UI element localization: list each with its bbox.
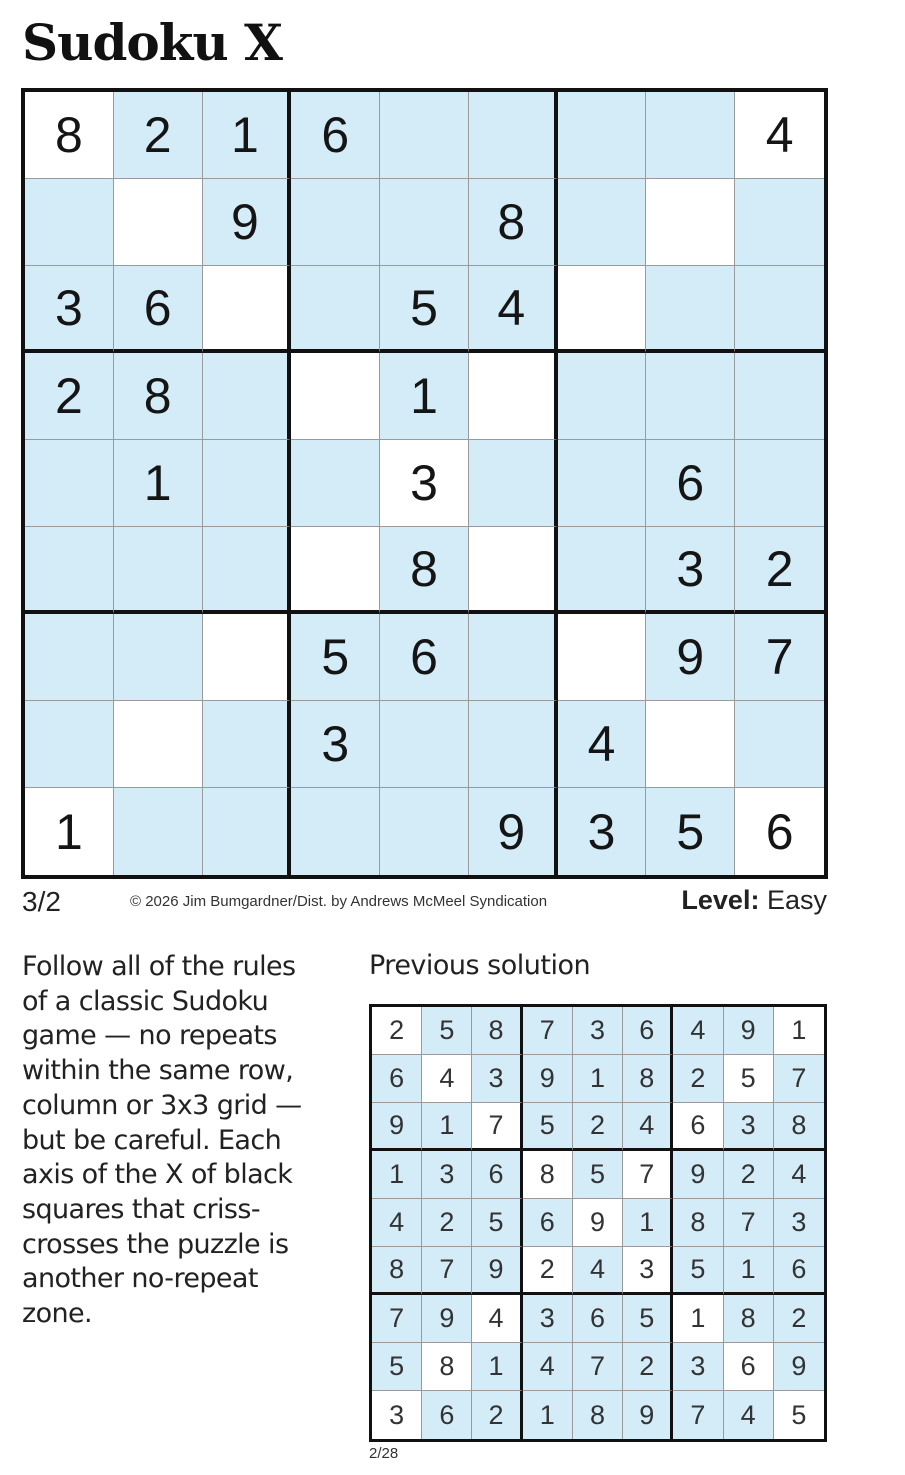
puzzle-cell-r5c3[interactable] (203, 440, 292, 527)
puzzle-cell-r1c7[interactable] (558, 92, 647, 179)
solution-cell-r2c8: 5 (724, 1055, 774, 1103)
solution-cell-r5c6: 1 (623, 1199, 673, 1247)
puzzle-cell-r8c8[interactable] (646, 701, 735, 788)
solution-cell-r2c5: 1 (573, 1055, 623, 1103)
puzzle-cell-r2c2[interactable] (114, 179, 203, 266)
puzzle-cell-r9c7: 3 (558, 788, 647, 875)
puzzle-cell-r7c5: 6 (380, 614, 469, 701)
solution-cell-r7c9: 2 (774, 1295, 824, 1343)
solution-cell-r3c8: 3 (724, 1103, 774, 1151)
previous-solution-grid (369, 1004, 827, 1442)
puzzle-cell-r2c6: 8 (469, 179, 558, 266)
puzzle-cell-r4c8[interactable] (646, 353, 735, 440)
puzzle-cell-r8c6[interactable] (469, 701, 558, 788)
solution-cell-r7c1: 7 (372, 1295, 422, 1343)
puzzle-cell-r9c3[interactable] (203, 788, 292, 875)
solution-cell-r2c1: 6 (372, 1055, 422, 1103)
puzzle-cell-r2c3: 9 (203, 179, 292, 266)
puzzle-cell-r9c4[interactable] (291, 788, 380, 875)
solution-cell-r9c4: 1 (523, 1391, 573, 1439)
solution-cell-r6c4: 2 (523, 1247, 573, 1295)
puzzle-cell-r5c2: 1 (114, 440, 203, 527)
solution-cell-r2c2: 4 (422, 1055, 472, 1103)
solution-cell-r6c5: 4 (573, 1247, 623, 1295)
solution-cell-r1c8: 9 (724, 1007, 774, 1055)
puzzle-cell-r1c8[interactable] (646, 92, 735, 179)
puzzle-cell-r7c2[interactable] (114, 614, 203, 701)
solution-cell-r5c8: 7 (724, 1199, 774, 1247)
puzzle-cell-r8c2[interactable] (114, 701, 203, 788)
puzzle-cell-r8c7: 4 (558, 701, 647, 788)
puzzle-cell-r6c3[interactable] (203, 527, 292, 614)
solution-cell-r8c9: 9 (774, 1343, 824, 1391)
puzzle-cell-r9c2[interactable] (114, 788, 203, 875)
puzzle-cell-r8c1[interactable] (25, 701, 114, 788)
solution-cell-r1c3: 8 (472, 1007, 522, 1055)
solution-cell-r8c2: 8 (422, 1343, 472, 1391)
puzzle-cell-r3c3[interactable] (203, 266, 292, 353)
solution-cell-r3c6: 4 (623, 1103, 673, 1151)
puzzle-cell-r2c5[interactable] (380, 179, 469, 266)
solution-cell-r1c5: 3 (573, 1007, 623, 1055)
puzzle-cell-r7c6[interactable] (469, 614, 558, 701)
puzzle-cell-r6c4[interactable] (291, 527, 380, 614)
puzzle-cell-r3c2: 6 (114, 266, 203, 353)
solution-cell-r2c3: 3 (472, 1055, 522, 1103)
solution-cell-r5c4: 6 (523, 1199, 573, 1247)
solution-cell-r9c5: 8 (573, 1391, 623, 1439)
puzzle-cell-r5c1[interactable] (25, 440, 114, 527)
puzzle-cell-r6c6[interactable] (469, 527, 558, 614)
solution-cell-r7c4: 3 (523, 1295, 573, 1343)
puzzle-cell-r3c1: 3 (25, 266, 114, 353)
puzzle-cell-r3c4[interactable] (291, 266, 380, 353)
solution-cell-r8c5: 7 (573, 1343, 623, 1391)
puzzle-cell-r5c4[interactable] (291, 440, 380, 527)
solution-cell-r3c4: 5 (523, 1103, 573, 1151)
puzzle-cell-r4c9[interactable] (735, 353, 824, 440)
solution-cell-r2c9: 7 (774, 1055, 824, 1103)
level-label: Level: (681, 885, 760, 915)
puzzle-cell-r6c2[interactable] (114, 527, 203, 614)
solution-cell-r3c3: 7 (472, 1103, 522, 1151)
puzzle-cell-r9c9: 6 (735, 788, 824, 875)
page-title: Sudoku X (22, 13, 282, 72)
solution-cell-r5c1: 4 (372, 1199, 422, 1247)
solution-cell-r6c1: 8 (372, 1247, 422, 1295)
solution-cell-r5c3: 5 (472, 1199, 522, 1247)
puzzle-cell-r6c7[interactable] (558, 527, 647, 614)
level-value: Easy (766, 885, 827, 915)
solution-cell-r7c7: 1 (673, 1295, 723, 1343)
puzzle-cell-r8c4: 3 (291, 701, 380, 788)
puzzle-cell-r4c2: 8 (114, 353, 203, 440)
solution-cell-r5c5: 9 (573, 1199, 623, 1247)
solution-cell-r1c2: 5 (422, 1007, 472, 1055)
solution-cell-r2c4: 9 (523, 1055, 573, 1103)
puzzle-cell-r7c3[interactable] (203, 614, 292, 701)
puzzle-cell-r4c3[interactable] (203, 353, 292, 440)
solution-cell-r8c1: 5 (372, 1343, 422, 1391)
solution-cell-r4c2: 3 (422, 1151, 472, 1199)
solution-cell-r9c1: 3 (372, 1391, 422, 1439)
puzzle-cell-r5c9[interactable] (735, 440, 824, 527)
solution-cell-r3c5: 2 (573, 1103, 623, 1151)
solution-cell-r8c7: 3 (673, 1343, 723, 1391)
solution-cell-r9c8: 4 (724, 1391, 774, 1439)
solution-cell-r9c9: 5 (774, 1391, 824, 1439)
puzzle-cell-r4c4[interactable] (291, 353, 380, 440)
puzzle-grid (21, 88, 828, 879)
puzzle-cell-r3c6: 4 (469, 266, 558, 353)
solution-cell-r3c7: 6 (673, 1103, 723, 1151)
solution-cell-r8c8: 6 (724, 1343, 774, 1391)
puzzle-cell-r7c4: 5 (291, 614, 380, 701)
puzzle-cell-r1c1: 8 (25, 92, 114, 179)
puzzle-cell-r5c6[interactable] (469, 440, 558, 527)
solution-cell-r7c3: 4 (472, 1295, 522, 1343)
solution-cell-r6c2: 7 (422, 1247, 472, 1295)
puzzle-cell-r5c5: 3 (380, 440, 469, 527)
solution-cell-r7c2: 9 (422, 1295, 472, 1343)
puzzle-cell-r1c4: 6 (291, 92, 380, 179)
solution-cell-r4c8: 2 (724, 1151, 774, 1199)
puzzle-cell-r9c6: 9 (469, 788, 558, 875)
puzzle-cell-r6c9: 2 (735, 527, 824, 614)
solution-cell-r4c6: 7 (623, 1151, 673, 1199)
puzzle-cell-r5c7[interactable] (558, 440, 647, 527)
previous-solution-title: Previous solution (369, 950, 591, 981)
solution-cell-r5c2: 2 (422, 1199, 472, 1247)
solution-cell-r9c7: 7 (673, 1391, 723, 1439)
solution-cell-r8c6: 2 (623, 1343, 673, 1391)
solution-cell-r8c4: 4 (523, 1343, 573, 1391)
solution-cell-r5c7: 8 (673, 1199, 723, 1247)
solution-cell-r6c9: 6 (774, 1247, 824, 1295)
puzzle-cell-r9c5[interactable] (380, 788, 469, 875)
solution-cell-r2c6: 8 (623, 1055, 673, 1103)
puzzle-cell-r1c3: 1 (203, 92, 292, 179)
solution-cell-r6c3: 9 (472, 1247, 522, 1295)
puzzle-cell-r2c9[interactable] (735, 179, 824, 266)
solution-cell-r4c3: 6 (472, 1151, 522, 1199)
puzzle-cell-r2c7[interactable] (558, 179, 647, 266)
solution-cell-r8c3: 1 (472, 1343, 522, 1391)
solution-cell-r7c6: 5 (623, 1295, 673, 1343)
puzzle-cell-r7c7[interactable] (558, 614, 647, 701)
solution-cell-r7c5: 6 (573, 1295, 623, 1343)
solution-cell-r4c1: 1 (372, 1151, 422, 1199)
solution-cell-r1c9: 1 (774, 1007, 824, 1055)
puzzle-cell-r7c9: 7 (735, 614, 824, 701)
puzzle-cell-r2c4[interactable] (291, 179, 380, 266)
puzzle-cell-r4c6[interactable] (469, 353, 558, 440)
puzzle-cell-r8c5[interactable] (380, 701, 469, 788)
solution-cell-r5c9: 3 (774, 1199, 824, 1247)
solution-cell-r1c1: 2 (372, 1007, 422, 1055)
puzzle-cell-r9c8: 5 (646, 788, 735, 875)
solution-cell-r3c9: 8 (774, 1103, 824, 1151)
solution-cell-r9c3: 2 (472, 1391, 522, 1439)
solution-cell-r3c2: 1 (422, 1103, 472, 1151)
puzzle-cell-r1c2: 2 (114, 92, 203, 179)
puzzle-cell-r6c1[interactable] (25, 527, 114, 614)
puzzle-cell-r3c9[interactable] (735, 266, 824, 353)
solution-cell-r4c4: 8 (523, 1151, 573, 1199)
puzzle-cell-r3c7[interactable] (558, 266, 647, 353)
solution-cell-r7c8: 8 (724, 1295, 774, 1343)
puzzle-cell-r4c1: 2 (25, 353, 114, 440)
solution-cell-r9c2: 6 (422, 1391, 472, 1439)
solution-cell-r2c7: 2 (673, 1055, 723, 1103)
solution-cell-r6c8: 1 (724, 1247, 774, 1295)
puzzle-cell-r9c1: 1 (25, 788, 114, 875)
puzzle-cell-r5c8: 6 (646, 440, 735, 527)
puzzle-cell-r6c5: 8 (380, 527, 469, 614)
solution-cell-r1c4: 7 (523, 1007, 573, 1055)
solution-cell-r4c5: 5 (573, 1151, 623, 1199)
puzzle-cell-r7c1[interactable] (25, 614, 114, 701)
puzzle-cell-r1c5[interactable] (380, 92, 469, 179)
copyright-notice: © 2026 Jim Bumgardner/Dist. by Andrews McMeel Syndication (130, 893, 548, 910)
puzzle-cell-r3c8[interactable] (646, 266, 735, 353)
puzzle-cell-r6c8: 3 (646, 527, 735, 614)
puzzle-cell-r1c6[interactable] (469, 92, 558, 179)
solution-cell-r6c7: 5 (673, 1247, 723, 1295)
puzzle-cell-r8c3[interactable] (203, 701, 292, 788)
instructions-text: Follow all of the rules of a classic Sudoku game — no repeats within the same row, column or 3x3 grid — but be careful. Each axis of the X of black squares that criss-crosses the puzzle is another no-repeat zone. (22, 951, 302, 1330)
previous-solution-date: 2/28 (369, 1445, 399, 1462)
puzzle-cell-r3c5: 5 (380, 266, 469, 353)
puzzle-cell-r4c7[interactable] (558, 353, 647, 440)
solution-cell-r4c7: 9 (673, 1151, 723, 1199)
puzzle-cell-r2c1[interactable] (25, 179, 114, 266)
solution-cell-r1c6: 6 (623, 1007, 673, 1055)
puzzle-cell-r2c8[interactable] (646, 179, 735, 266)
difficulty-level (681, 885, 827, 916)
puzzle-cell-r8c9[interactable] (735, 701, 824, 788)
solution-cell-r4c9: 4 (774, 1151, 824, 1199)
puzzle-cell-r7c8: 9 (646, 614, 735, 701)
solution-cell-r9c6: 9 (623, 1391, 673, 1439)
solution-cell-r1c7: 4 (673, 1007, 723, 1055)
solution-cell-r3c1: 9 (372, 1103, 422, 1151)
puzzle-cell-r4c5: 1 (380, 353, 469, 440)
puzzle-date: 3/2 (22, 886, 61, 917)
puzzle-cell-r1c9: 4 (735, 92, 824, 179)
solution-cell-r6c6: 3 (623, 1247, 673, 1295)
